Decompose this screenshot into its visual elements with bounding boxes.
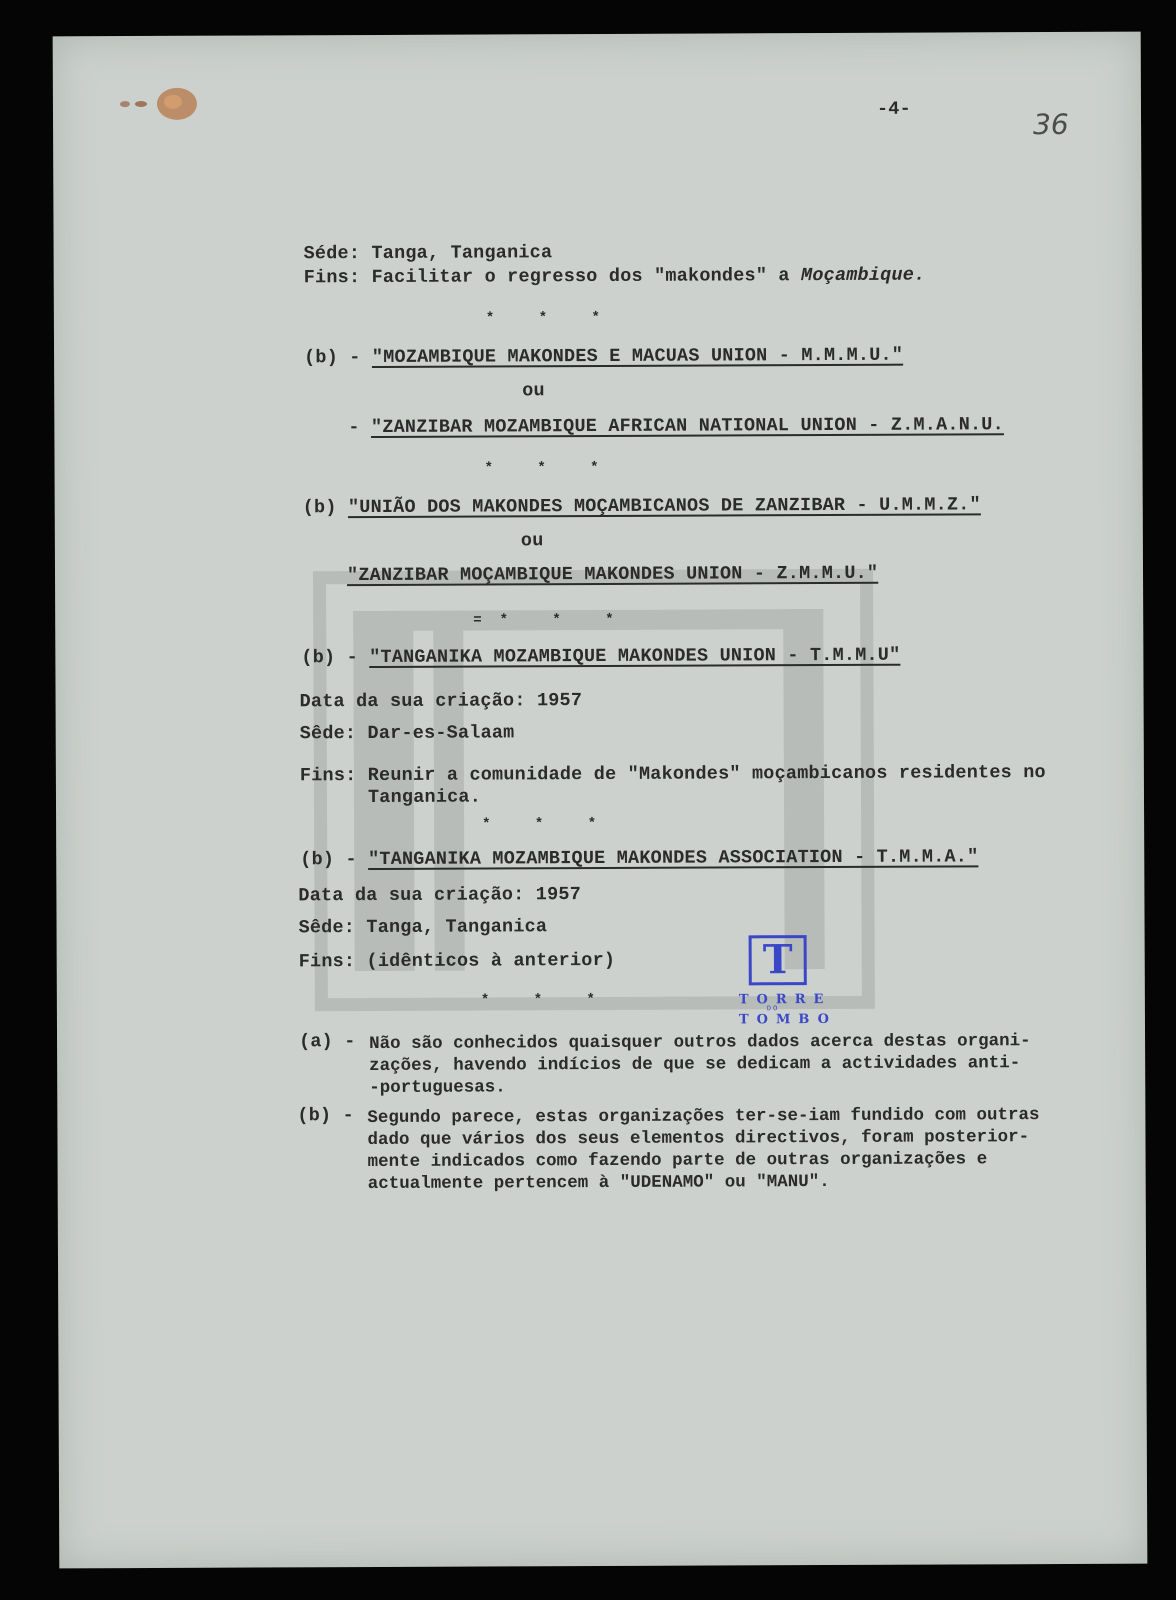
org4-date-line: [298, 884, 581, 906]
page-number: -4-: [876, 98, 911, 120]
org3-name: "TANGANIKA MOZAMBIQUE MAKONDES UNION - T.M.M.U": [369, 644, 901, 669]
org4-aims-line: [299, 950, 616, 972]
org1-line-1: [304, 345, 903, 369]
org1-name2: "ZANZIBAR MOZAMBIQUE AFRICAN NATIONAL UNION - Z.M.A.N.U.: [370, 414, 1004, 438]
note-a-line-2: zações, havendo indícios de que se dedicam a actividades anti-: [369, 1053, 1021, 1077]
seat-line-1: [304, 242, 553, 264]
org4-name: "TANGANIKA MOZAMBIQUE MAKONDES ASSOCIATION - T.M.M.A.": [368, 846, 979, 871]
org1-prefix: (b) -: [304, 347, 361, 369]
org3-line: [301, 645, 900, 669]
org4-seat-line: [299, 916, 548, 938]
org4-date-label: Data da sua criação:: [298, 884, 525, 907]
separator-5: * * *: [480, 991, 613, 1009]
org4-prefix: (b) -: [300, 849, 357, 871]
org2-name2: "ZANZIBAR MOÇAMBIQUE MAKONDES UNION - Z.M.M.U.": [346, 562, 879, 587]
org4-seat-label: Sêde:: [298, 917, 356, 939]
note-a-line-3: -portuguesas.: [369, 1077, 506, 1099]
org2-or: ou: [520, 530, 544, 552]
org3-seat-line: [300, 722, 515, 744]
org4-aims-label: Fins:: [298, 951, 356, 973]
aims-line-1: [304, 265, 926, 289]
org3-date-line: [300, 690, 583, 712]
org4-aims: (idênticos à anterior): [366, 949, 616, 973]
handwritten-number: 36: [1032, 107, 1069, 142]
stamp-line-1: TORRE: [738, 991, 832, 1008]
separator-1: * * *: [485, 309, 618, 327]
org2-name1: "UNIÃO DOS MAKONDES MOÇAMBICANOS DE ZANZIBAR - U.M.M.Z.": [347, 494, 981, 519]
org3-aims-label: Fins:: [299, 765, 357, 787]
note-b-label: (b) -: [297, 1105, 354, 1127]
org3-aims-line-1: [300, 762, 1046, 786]
org3-aims-1: Reunir a comunidade de "Makondes" moçambicanos residentes no: [367, 762, 1046, 787]
note-b-line-3: mente indicados como fazendo parte de outras organizações e: [367, 1149, 988, 1173]
note-a-line-1: Não são conhecidos quaisquer outros dados acerca destas organi-: [369, 1031, 1031, 1055]
document-page: [53, 32, 1148, 1569]
aims-value: Facilitar o regresso dos "makondes" a: [371, 265, 790, 288]
org3-aims-line-2: Tanganica.: [367, 786, 482, 809]
org2-line-1: [303, 494, 981, 518]
stamp-letter: T: [749, 935, 807, 985]
separator-3: =* * *: [473, 611, 632, 629]
org3-seat: Dar-es-Salaam: [367, 722, 515, 745]
separator-4: * * *: [482, 815, 615, 833]
org1-prefix2: -: [348, 417, 360, 439]
torre-do-tombo-stamp: [729, 935, 837, 1045]
aims-label: Fins:: [303, 267, 361, 289]
org1-name1: "MOZAMBIQUE MAKONDES E MACUAS UNION - M.M.M.U.": [371, 344, 904, 368]
note-b-line-4: actualmente pertencem à "UDENAMO" ou "MANU".: [367, 1172, 830, 1195]
org4-seat: Tanga, Tanganica: [366, 916, 548, 939]
org3-date-label: Data da sua criação:: [299, 690, 526, 713]
org2-line-2: [347, 563, 878, 586]
org1-line-2: [348, 414, 1004, 438]
org2-prefix: (b): [302, 497, 337, 519]
note-a-text: [369, 1030, 1031, 1099]
aims-emphasis: Moçambique.: [800, 264, 926, 287]
note-b-line-2: dado que vários dos seus elementos directivos, foram posterior-: [367, 1127, 1030, 1151]
org3-date: 1957: [536, 690, 583, 712]
note-b-text: [367, 1104, 1039, 1195]
org4-date: 1957: [535, 884, 582, 906]
seat-label: Séde:: [303, 243, 361, 265]
org1-or: ou: [522, 380, 545, 402]
seat-value: Tanga, Tanganica: [371, 242, 553, 264]
punch-hole-mark: [115, 82, 205, 126]
note-b-line-1: Segundo parece, estas organizações ter-se-iam fundido com outras: [367, 1105, 1040, 1129]
org3-prefix: (b) -: [301, 647, 358, 669]
separator-2: * * *: [484, 459, 617, 477]
note-a-label: (a) -: [299, 1031, 356, 1053]
org4-line: [300, 846, 978, 870]
stamp-line-3: TOMBO: [738, 1011, 837, 1028]
org3-seat-label: Sêde:: [299, 723, 357, 745]
stamp-line-2: DO: [766, 1005, 780, 1014]
